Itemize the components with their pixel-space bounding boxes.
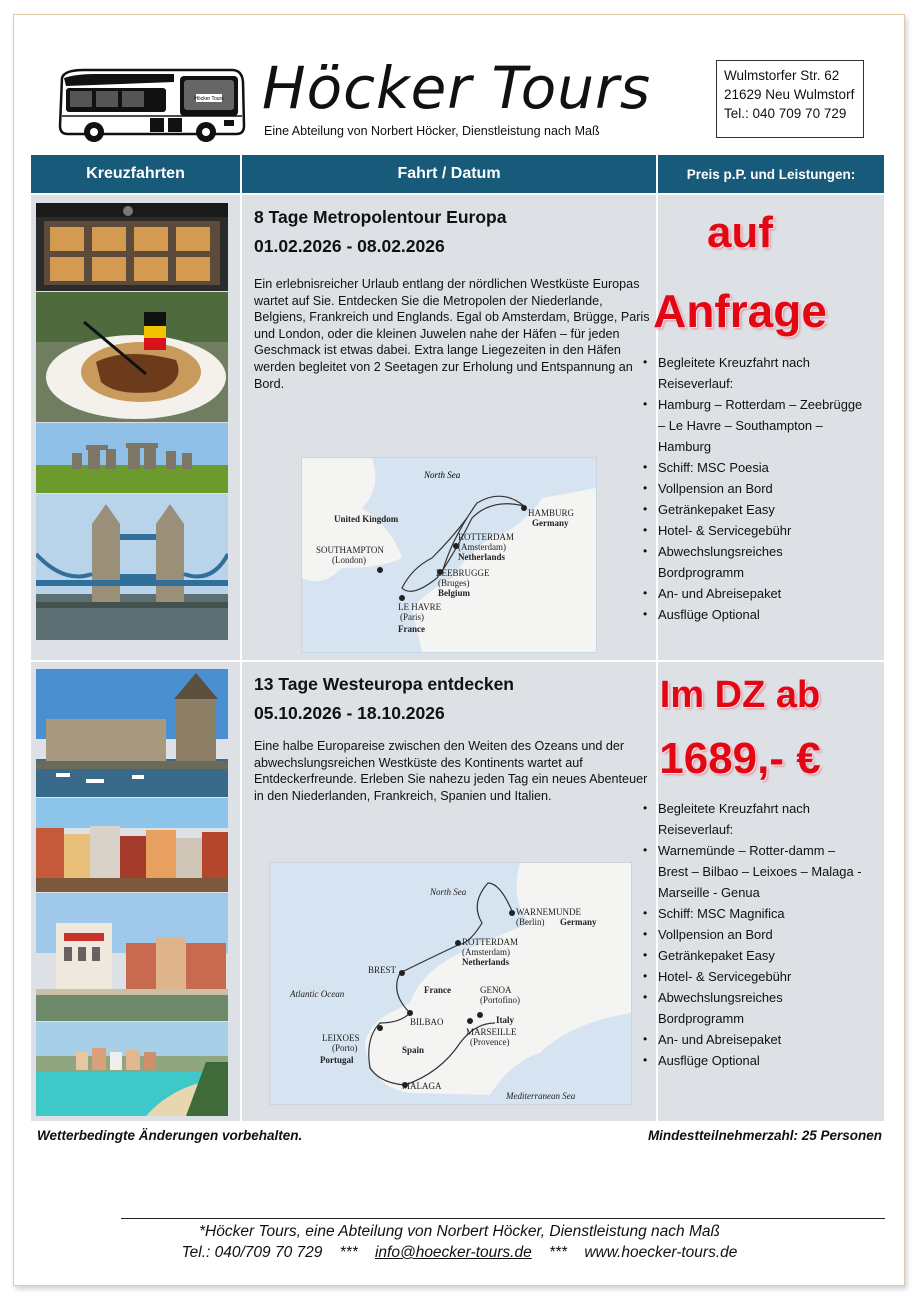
map1-label-uk: United Kingdom	[334, 514, 399, 524]
footer-divider	[121, 1218, 885, 1219]
photo-belgian-waffle	[36, 292, 228, 422]
tour1-service-item: • Hamburg – Rotterdam – Zeebrügge – Le Havre – Southampton – Hamburg	[658, 394, 868, 457]
map2-label-brest: BREST	[368, 965, 397, 975]
tour2-title: 13 Tage Westeuropa entdecken	[254, 674, 514, 694]
tour2-service-item: • Ausflüge Optional	[658, 1050, 868, 1071]
map2-label-portofino: (Portofino)	[480, 995, 520, 1005]
tour2-price-line2: 1689,- €	[659, 734, 821, 783]
tour2-services	[640, 798, 868, 1071]
photo-porto	[36, 798, 228, 892]
map1-label-paris: (Paris)	[400, 612, 424, 622]
map2-label-berlin: (Berlin)	[516, 917, 545, 927]
tour1-route-map	[301, 457, 597, 653]
tour2-service-item: • Schiff: MSC Magnifica	[658, 903, 868, 924]
map2-label-bilbao: BILBAO	[410, 1017, 444, 1027]
tour1-service-item: • Abwechslungsreiches Bordprogramm	[658, 541, 868, 583]
tour1-service-item: • Hotel- & Servicegebühr	[658, 520, 868, 541]
brand-title: Höcker Tours	[262, 54, 652, 122]
map2-label-germany: Germany	[560, 917, 597, 927]
map1-label-france: France	[398, 624, 425, 634]
map1-label-london: (London)	[332, 555, 366, 565]
tour1-date: 01.02.2026 - 08.02.2026	[254, 236, 445, 256]
tour1-service-item: • Vollpension an Bord	[658, 478, 868, 499]
tour2-description: Eine halbe Europareise zwischen den Weiten des Ozeans und der abwechslungsreichen Westküste des Kontinents wartet auf Entdeckerfreunde. Erleben Sie nahezu jeden Tag ein neues Abenteuer in den Niederlanden, Frankreich, Spanien und Italien.	[254, 739, 648, 803]
tour2-service-item: • Warnemünde – Rotter-damm – Brest – Bilbao – Leixoes – Malaga - Marseille - Genua	[658, 840, 868, 903]
header-cruises: Kreuzfahrten	[31, 155, 240, 193]
photo-genoa-coast	[36, 1022, 228, 1116]
header-trip-date: Fahrt / Datum	[242, 155, 656, 193]
address-street: Wulmstorfer Str. 62	[724, 68, 840, 83]
map1-label-germany: Germany	[532, 518, 569, 528]
tour1-service-item: • Ausflüge Optional	[658, 604, 868, 625]
tour2-service-item: • Begleitete Kreuzfahrt nach Reiseverlauf:	[658, 798, 868, 840]
map1-label-lehavre: LE HAVRE	[398, 602, 442, 612]
map2-label-spain: Spain	[402, 1045, 425, 1055]
map1-label-belgium: Belgium	[438, 588, 471, 598]
tour2-service-item: • Hotel- & Servicegebühr	[658, 966, 868, 987]
bus-logo	[54, 64, 246, 144]
map1-label-netherlands: Netherlands	[458, 552, 505, 562]
bus-label-text: Höcker Tours	[194, 96, 224, 102]
tour1-services	[640, 352, 868, 625]
map2-label-warnemunde: WARNEMUNDE	[516, 907, 581, 917]
map2-label-france: France	[424, 985, 451, 995]
map2-label-portugal: Portugal	[320, 1055, 354, 1065]
tour2-service-item: • Abwechslungsreiches Bordprogramm	[658, 987, 868, 1029]
tour1-service-item: • An- und Abreisepaket	[658, 583, 868, 604]
map1-label-amsterdam: (Amsterdam)	[458, 542, 506, 552]
map1-label-bruges: (Bruges)	[438, 578, 470, 588]
tour2-service-item: • Vollpension an Bord	[658, 924, 868, 945]
map2-sea-mediterranean: Mediterranean Sea	[506, 1091, 576, 1101]
address-city: 21629 Neu Wulmstorf	[724, 87, 855, 102]
tour1-price-line1: auf	[707, 208, 773, 257]
footer-company: *Höcker Tours, eine Abteilung von Norbert Höcker, Dienstleistung nach Maß	[199, 1223, 720, 1240]
map2-label-porto: (Porto)	[332, 1043, 358, 1053]
map1-label-southampton: SOUTHAMPTON	[316, 545, 384, 555]
tour1-description: Ein erlebnisreicher Urlaub entlang der nördlichen Westküste Europas wartet auf Sie. Entdecken Sie die Metropolen der Niederlande, Belgiens, Frankreich und Englands. Egal ob Amsterdam, Brügge, Paris und London, oder die kleinen Juwelen nahe der Häfen – für jeden Geschmack ist etwas dabei. Extra lange Liegezeiten in den Häfen werden begleitet von 2 Seetagen zur Erholung und Entspannung an Bord.	[254, 277, 650, 391]
tour1-service-item: • Begleitete Kreuzfahrt nach Reiseverlauf:	[658, 352, 868, 394]
brand-subtitle: Eine Abteilung von Norbert Höcker, Dienstleistung nach Maß	[264, 124, 600, 138]
photo-stonehenge	[36, 423, 228, 493]
photo-waffle-shop	[36, 203, 228, 291]
footer-website-link[interactable]: www.hoecker-tours.de	[584, 1244, 738, 1261]
photo-brest-castle	[36, 669, 228, 797]
photo-bilbao	[36, 893, 228, 1021]
map1-label-hamburg: HAMBURG	[528, 508, 575, 518]
map2-label-leixoes: LEIXOES	[322, 1033, 360, 1043]
map1-label-zeebrugge: ZEEBRUGGE	[436, 568, 490, 578]
footer-separator: ***	[548, 1244, 568, 1261]
tour2-date: 05.10.2026 - 18.10.2026	[254, 703, 445, 723]
map2-label-rotterdam: ROTTERDAM	[462, 937, 518, 947]
map2-label-provence: (Provence)	[470, 1037, 510, 1047]
tour1-price-line2: Anfrage	[653, 285, 827, 337]
note-min-participants: Mindestteilnehmerzahl: 25 Personen	[647, 1128, 882, 1143]
map2-label-netherlands: Netherlands	[462, 957, 509, 967]
tour1-service-item: • Getränkepaket Easy	[658, 499, 868, 520]
tour2-service-item: • Getränkepaket Easy	[658, 945, 868, 966]
footer-contact	[0, 1244, 919, 1262]
map2-sea-atlantic: Atlantic Ocean	[290, 989, 345, 999]
map2-label-italy: Italy	[496, 1015, 514, 1025]
header-price: Preis p.P. und Leistungen:	[658, 155, 884, 193]
address-box	[716, 60, 864, 138]
map2-sea-north: North Sea	[430, 887, 467, 897]
footer-separator: ***	[339, 1244, 358, 1261]
footer-email-link[interactable]: info@hoecker-tours.de	[374, 1244, 532, 1261]
note-weather: Wetterbedingte Änderungen vorbehalten.	[37, 1128, 303, 1143]
address-phone: Tel.: 040 709 70 729	[724, 106, 847, 121]
map2-label-marseille: MARSEILLE	[466, 1027, 517, 1037]
map2-label-genoa: GENOA	[480, 985, 512, 995]
map1-sea: North Sea	[424, 470, 461, 480]
footer-phone: Tel.: 040/709 70 729	[181, 1244, 323, 1261]
table-header	[31, 155, 884, 193]
tour1-service-item: • Schiff: MSC Poesia	[658, 457, 868, 478]
map1-label-rotterdam: ROTTERDAM	[458, 532, 514, 542]
map2-label-amsterdam: (Amsterdam)	[462, 947, 510, 957]
photo-tower-bridge	[36, 494, 228, 640]
map2-label-malaga: MALAGA	[402, 1081, 442, 1091]
tour2-route-map	[269, 862, 632, 1105]
tour2-service-item: • An- und Abreisepaket	[658, 1029, 868, 1050]
tour2-price-line1: Im DZ ab	[659, 674, 821, 716]
tour1-title: 8 Tage Metropolentour Europa	[254, 207, 507, 227]
